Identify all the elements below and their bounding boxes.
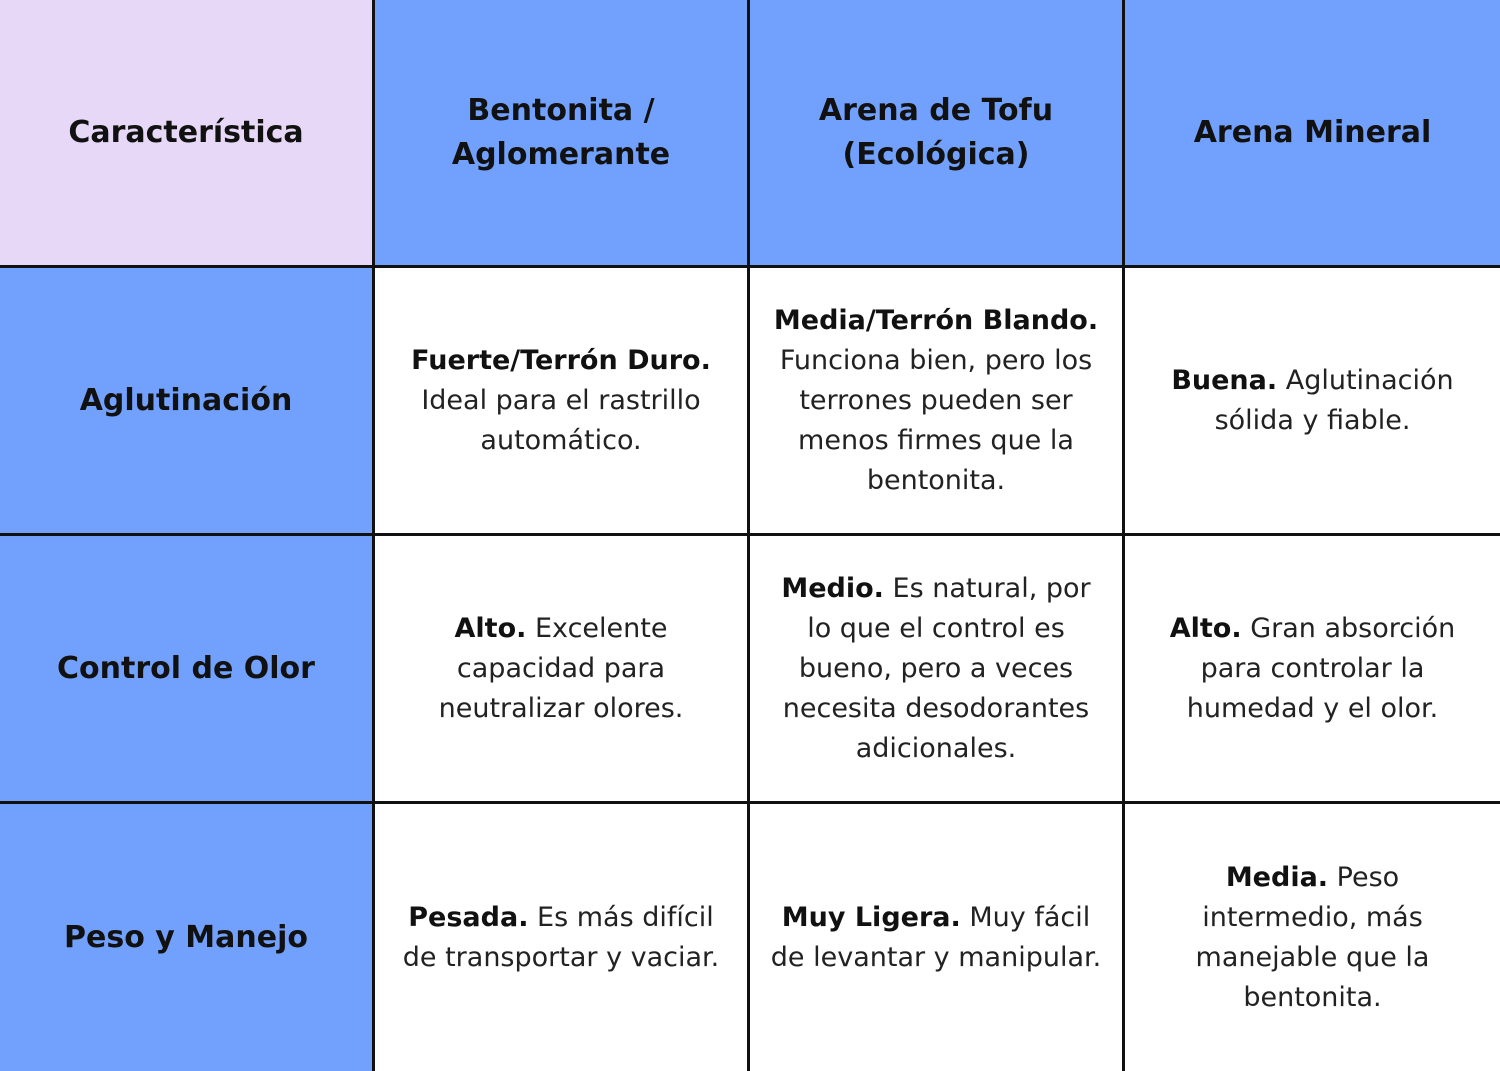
cell-body: Es más difícil de transportar y vaciar. — [402, 901, 720, 973]
cell-body: Peso intermedio, más manejable que la bentonita. — [1195, 861, 1430, 1013]
cell-lead: Pesada. — [408, 901, 529, 933]
cell-text — [416, 609, 706, 729]
column-header-tofu — [750, 0, 1125, 268]
row-header-peso-y-manejo — [0, 804, 375, 1071]
cell-lead: Alto. — [1169, 612, 1242, 644]
corner-header-cell — [0, 0, 375, 268]
cell-lead: Alto. — [454, 612, 527, 644]
row-header-aglutinacion — [0, 268, 375, 536]
cell-text — [1183, 858, 1443, 1018]
cell-lead: Medio. — [781, 572, 884, 604]
column-header-label: Arena Mineral — [1193, 114, 1432, 150]
column-header-label: Bentonita / Aglomerante — [451, 92, 671, 172]
table-cell — [750, 804, 1125, 1071]
cell-text — [1148, 361, 1478, 441]
column-header-label: Arena de Tofu (Ecológica) — [818, 92, 1054, 172]
cell-body: Excelente capacidad para neutralizar olores. — [438, 612, 684, 724]
cell-body: Ideal para el rastrillo automático. — [421, 384, 701, 456]
column-header-mineral — [1125, 0, 1500, 268]
cell-lead: Media. — [1225, 861, 1329, 893]
cell-body: Aglutinación sólida y fiable. — [1214, 364, 1454, 436]
table-cell — [375, 268, 750, 536]
cell-body: Funciona bien, pero los terrones pueden ser menos firmes que la bentonita. — [779, 344, 1093, 496]
cell-lead: Fuerte/Terrón Duro. — [411, 344, 711, 376]
corner-header-label: Característica — [68, 114, 304, 150]
table-cell — [1125, 536, 1500, 804]
table-cell — [750, 536, 1125, 804]
cell-text — [391, 898, 731, 978]
cell-lead: Muy Ligera. — [781, 901, 961, 933]
cell-text — [1153, 609, 1473, 729]
cell-text — [771, 569, 1101, 769]
table-cell — [375, 536, 750, 804]
cell-body: Gran absorción para controlar la humedad y el olor. — [1186, 612, 1456, 724]
table-cell — [1125, 804, 1500, 1071]
row-header-control-de-olor — [0, 536, 375, 804]
table-cell — [375, 804, 750, 1071]
cell-body: Muy fácil de levantar y manipular. — [770, 901, 1102, 973]
row-header-label: Aglutinación — [79, 382, 293, 418]
cell-body: Es natural, por lo que el control es bueno, pero a veces necesita desodorantes adicionales. — [782, 572, 1091, 764]
cell-lead: Media/Terrón Blando. — [773, 304, 1099, 336]
table-cell — [1125, 268, 1500, 536]
cell-text — [764, 898, 1108, 978]
row-header-label: Peso y Manejo — [64, 919, 308, 955]
cell-text — [401, 341, 721, 461]
column-header-bentonita — [375, 0, 750, 268]
row-header-label: Control de Olor — [57, 650, 315, 686]
table-cell — [750, 268, 1125, 536]
cell-text — [771, 301, 1101, 501]
cell-lead: Buena. — [1171, 364, 1278, 396]
